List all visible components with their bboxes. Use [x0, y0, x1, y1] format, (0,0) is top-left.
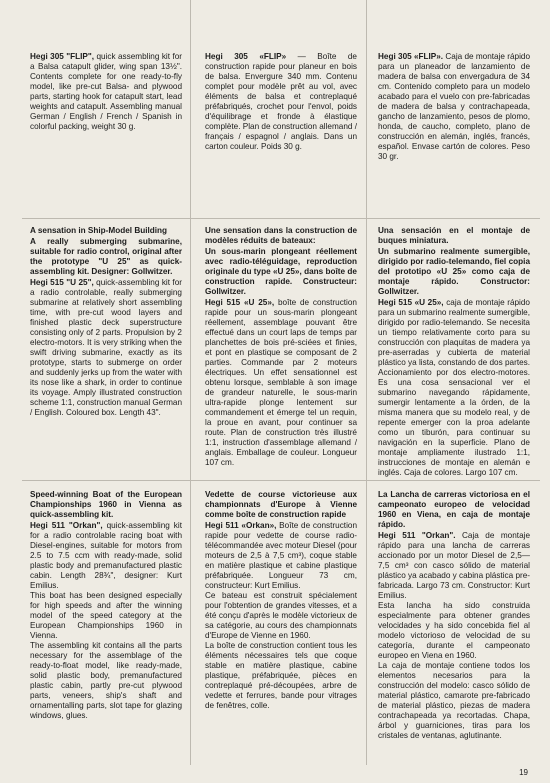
description-paragraph	[378, 531, 530, 601]
product-name: Hegi 511 «Orkan»,	[205, 521, 277, 530]
section-heading: La Lancha de carreras victoriosa en el campeonato europeo de velocidad 1960 en Viena, en caja de montaje rápido.	[378, 490, 530, 529]
description-flip-french	[205, 52, 357, 152]
description-paragraph	[378, 298, 530, 478]
description-paragraph	[378, 661, 530, 741]
section-heading: Une sensation dans la construction de modèles réduits de bateaux:	[205, 226, 357, 245]
description-u25-english	[30, 226, 182, 418]
section-heading: A sensation in Ship-Model Building	[30, 226, 168, 235]
paragraph-text: La boîte de construction contient tous les éléments nécessaires tels que coque stable en matière plastique, cabine plastique, préfabriquée, pièces en contreplaqué pré-découpées, arbre de vedette et ferrures, bande pour vitrages de fenêtres, colle.	[205, 641, 357, 710]
description-paragraph	[205, 52, 357, 152]
section-heading: Un submarino realmente sumergible, dirigido por radio-telemando, fiel copia del prototipo «U 25» como caja de montaje rápido. Constructor: Gollwitzer.	[378, 247, 530, 296]
description-paragraph	[205, 298, 357, 468]
description-u25-spanish	[378, 226, 530, 478]
column-divider-right	[366, 0, 367, 765]
product-name: Hegi 515 «U 25»,	[205, 298, 275, 307]
paragraph-text: Esta lancha ha sido construida especialmente para obtener grandes velocidades y ha sido concebida fiel al modelo victorioso de velocidad de su categoría, durante el campeonato europeo en Viena en 1960.	[378, 601, 530, 660]
description-paragraph	[30, 278, 182, 418]
paragraph-text: quick-assembling kit for a radio controlable racing boat with Diesel-engines, suitable for motors from 2.5 to 7.5 ccm with ready-made, solid plastic body and premanufactured plastic cabin. Length 28¾", designer: Kurt Emilius.	[30, 521, 182, 590]
paragraph-text: quick assembling kit for a Balsa catapult glider, wing span 13½". Contents complete for one ready-to-fly model, like pre-cut Balsa- and plywood parts, starting hook for catapult start, lead weights and catapult. Assembling manual German / English / French / Spanish in colorful packing, weight 30 g.	[30, 52, 182, 131]
section-heading: Una sensación en el montaje de buques miniatura.	[378, 226, 530, 245]
product-name: Hegi 511 "Orkan",	[30, 521, 103, 530]
description-u25-french	[205, 226, 357, 468]
description-flip-spanish	[378, 52, 530, 162]
description-orkan-french	[205, 490, 357, 711]
product-name: Hegi 515 «U 25»,	[378, 298, 444, 307]
description-orkan-spanish	[378, 490, 530, 741]
row-divider-1	[22, 218, 540, 219]
paragraph-text: Caja de montaje rápido para una lancha de carreras accionado por un motor Diesel de 2,5—7,5 cm³ con casco sólido de material plástico ya acabado y cabina plástica pre-fabricada. Largo 73 cm. Constructor: Kurt Emilius.	[378, 531, 531, 600]
product-name: Hegi 305 "FLIP",	[30, 52, 95, 61]
product-name: Hegi 515 "U 25",	[30, 278, 94, 287]
description-paragraph	[205, 521, 357, 591]
description-paragraph	[30, 591, 182, 641]
description-paragraph	[30, 641, 182, 721]
paragraph-text: Caja de montaje rápido para un planeador de lanzamiento de madera de balsa con envergadura de 34 cm. Contenido completo para un modelo acabado para el vuelo con pre-fabricadas de madera de balsa y contrachapeada, gancho de lanzamiento, pesos de plomo, honda, de caucho, completo, plano de construcción en alemán, inglés, francés, español. Envase cartón de colores. Peso 30 gr.	[378, 52, 531, 161]
paragraph-text: La caja de montaje contiene todos los elementos necesarios para la construcción del modelo: casco sólido de material plástico, camarote pre-fabricado de material plástico, piezas de madera contrachapeada ya recortadas. Chapa, árbol y guarniciones, tiras para los cristales de ventanas, aglutinante.	[378, 661, 530, 740]
column-divider-left	[190, 0, 191, 765]
description-orkan-english	[30, 490, 182, 721]
section-heading: Vedette de course victorieuse aux championnats d'Europe à Vienne comme boîte de construction rapide	[205, 490, 357, 519]
paragraph-text: This boat has been designed especially for high speeds and after the winning model of the speed category at the European Championships 1960 in Vienna.	[30, 591, 182, 640]
section-heading: Speed-winning Boat of the European Championships 1960 in Vienna as quick-assembling kit.	[30, 490, 182, 519]
paragraph-text: boîte de construction rapide pour un sous-marin plongeant réellement, assemblage pouvant être effectué dans un court laps de temps par planchettes de bois pré-sciées et finies, et pont en plastique se composant de 2 parties. Commande par 2 moteurs électriques. Un effet sensationnel est obtenu lorsque, semblable à son image de grandeur naturelle, le sous-marin ultra-rapide plonge lentement sur commandement et émerge tel un requin, la proue en avant, pour continuer sa route. Plan de construction très illustré 1:1, instruction d'assemblage allemand / anglais. Emballage de couleur. Longueur 107 cm.	[205, 298, 357, 467]
description-paragraph	[205, 641, 357, 711]
paragraph-text: Ce bateau est construit spécialement pour l'obtention de grandes vitesses, et a été conçu d'après le modèle victorieux de sa catégorie, au cours des championnats d'Europe de Vienne en 1960.	[205, 591, 357, 640]
paragraph-text: caja de montaje rápido para un submarino realmente sumergible, dirigido por radio-telemando. Se necesita un tiempo relativamente corto para su construcción con plaquitas de madera ya pre-aserradas y cubierta de material plástico ya lista, constando de dos partes. Accionamiento por dos electro-motores. Es una cosa sensacional ver el submarino navegando rápidamente, sumergir lentamente a la órden, de la misma manera que su modelo real, y de repente emerger con la proa adelante como un tiburón, para continuar su navigación en la superficie. Plano de montaje ampliamente ilustrado 1:1, instrucciones de montaje en alemán e inglés. Caja de colores. Largo 107 cm.	[378, 298, 531, 477]
description-flip-english	[30, 52, 182, 132]
paragraph-text: quick-assembling kit for a radio controlable, really submerging submarine at relatively short assembling time, with pre-cut wood layers and finished plastic deck superstructure consisting only of 2 parts. Propulsion by 2 electro-motors. It is very striking when the swift driving submarine, exactly as its prototype, starts to submerge on order and suddenly jerks up from the water with its nose like a shark, in order to continue its voyage. Amply illustrated construction scheme 1:1, construction manual German / English. Coloured box. Length 43".	[30, 278, 182, 417]
paragraph-text: The assembling kit contains all the parts necessary for the assemblage of the ready-to-float model, like ready-made, solid plastic body, premanufactured plastic cabin, partly pre-cut plywood parts, veneers, ship's shaft and ornamentalling parts, slot tape for glazing windows, glues.	[30, 641, 182, 720]
description-paragraph	[378, 52, 530, 162]
paragraph-text: — Boîte de construction rapide pour planeur en bois de balsa. Envergure 340 mm. Contenu complet pour modèle prêt au vol, avec éléments de balsa et contreplaqué préfabriqués, crochet pour l'envol, poids d'équilibrage et fronde à élastique complète. Plan de construction allemand / français / espagnol / anglais. Dans un carton couleur. Poids 30 g.	[205, 52, 358, 151]
product-name: Hegi 305 «FLIP».	[378, 52, 444, 61]
page-number: 19	[519, 768, 528, 777]
description-paragraph	[30, 521, 182, 591]
description-paragraph	[30, 52, 182, 132]
paragraph-text: Boîte de construction rapide pour vedette de course radio-télécommandée avec moteur Diesel (pour moteurs de 2,5 à 7,5 cm³), coque stable en matière plastique et cabine plastique préfabriquée. Longueur 73 cm, constructeur: Kurt Emilius.	[205, 521, 357, 590]
description-paragraph	[205, 591, 357, 641]
product-name: Hegi 305 «FLIP»	[205, 52, 287, 61]
description-paragraph	[378, 601, 530, 661]
product-name: Hegi 511 "Orkan".	[378, 531, 456, 540]
section-heading: Un sous-marin plongeant réellement avec radio-téléguidage, reproduction originale du type «U 25», dans boîte de construction rapide. Constructeur: Gollwitzer.	[205, 247, 357, 296]
section-heading: A really submerging submarine, suitable for radio control, original after the prototype "U 25" as quick-assembling kit. Designer: Gollwitzer.	[30, 237, 182, 276]
row-divider-2	[22, 480, 540, 481]
